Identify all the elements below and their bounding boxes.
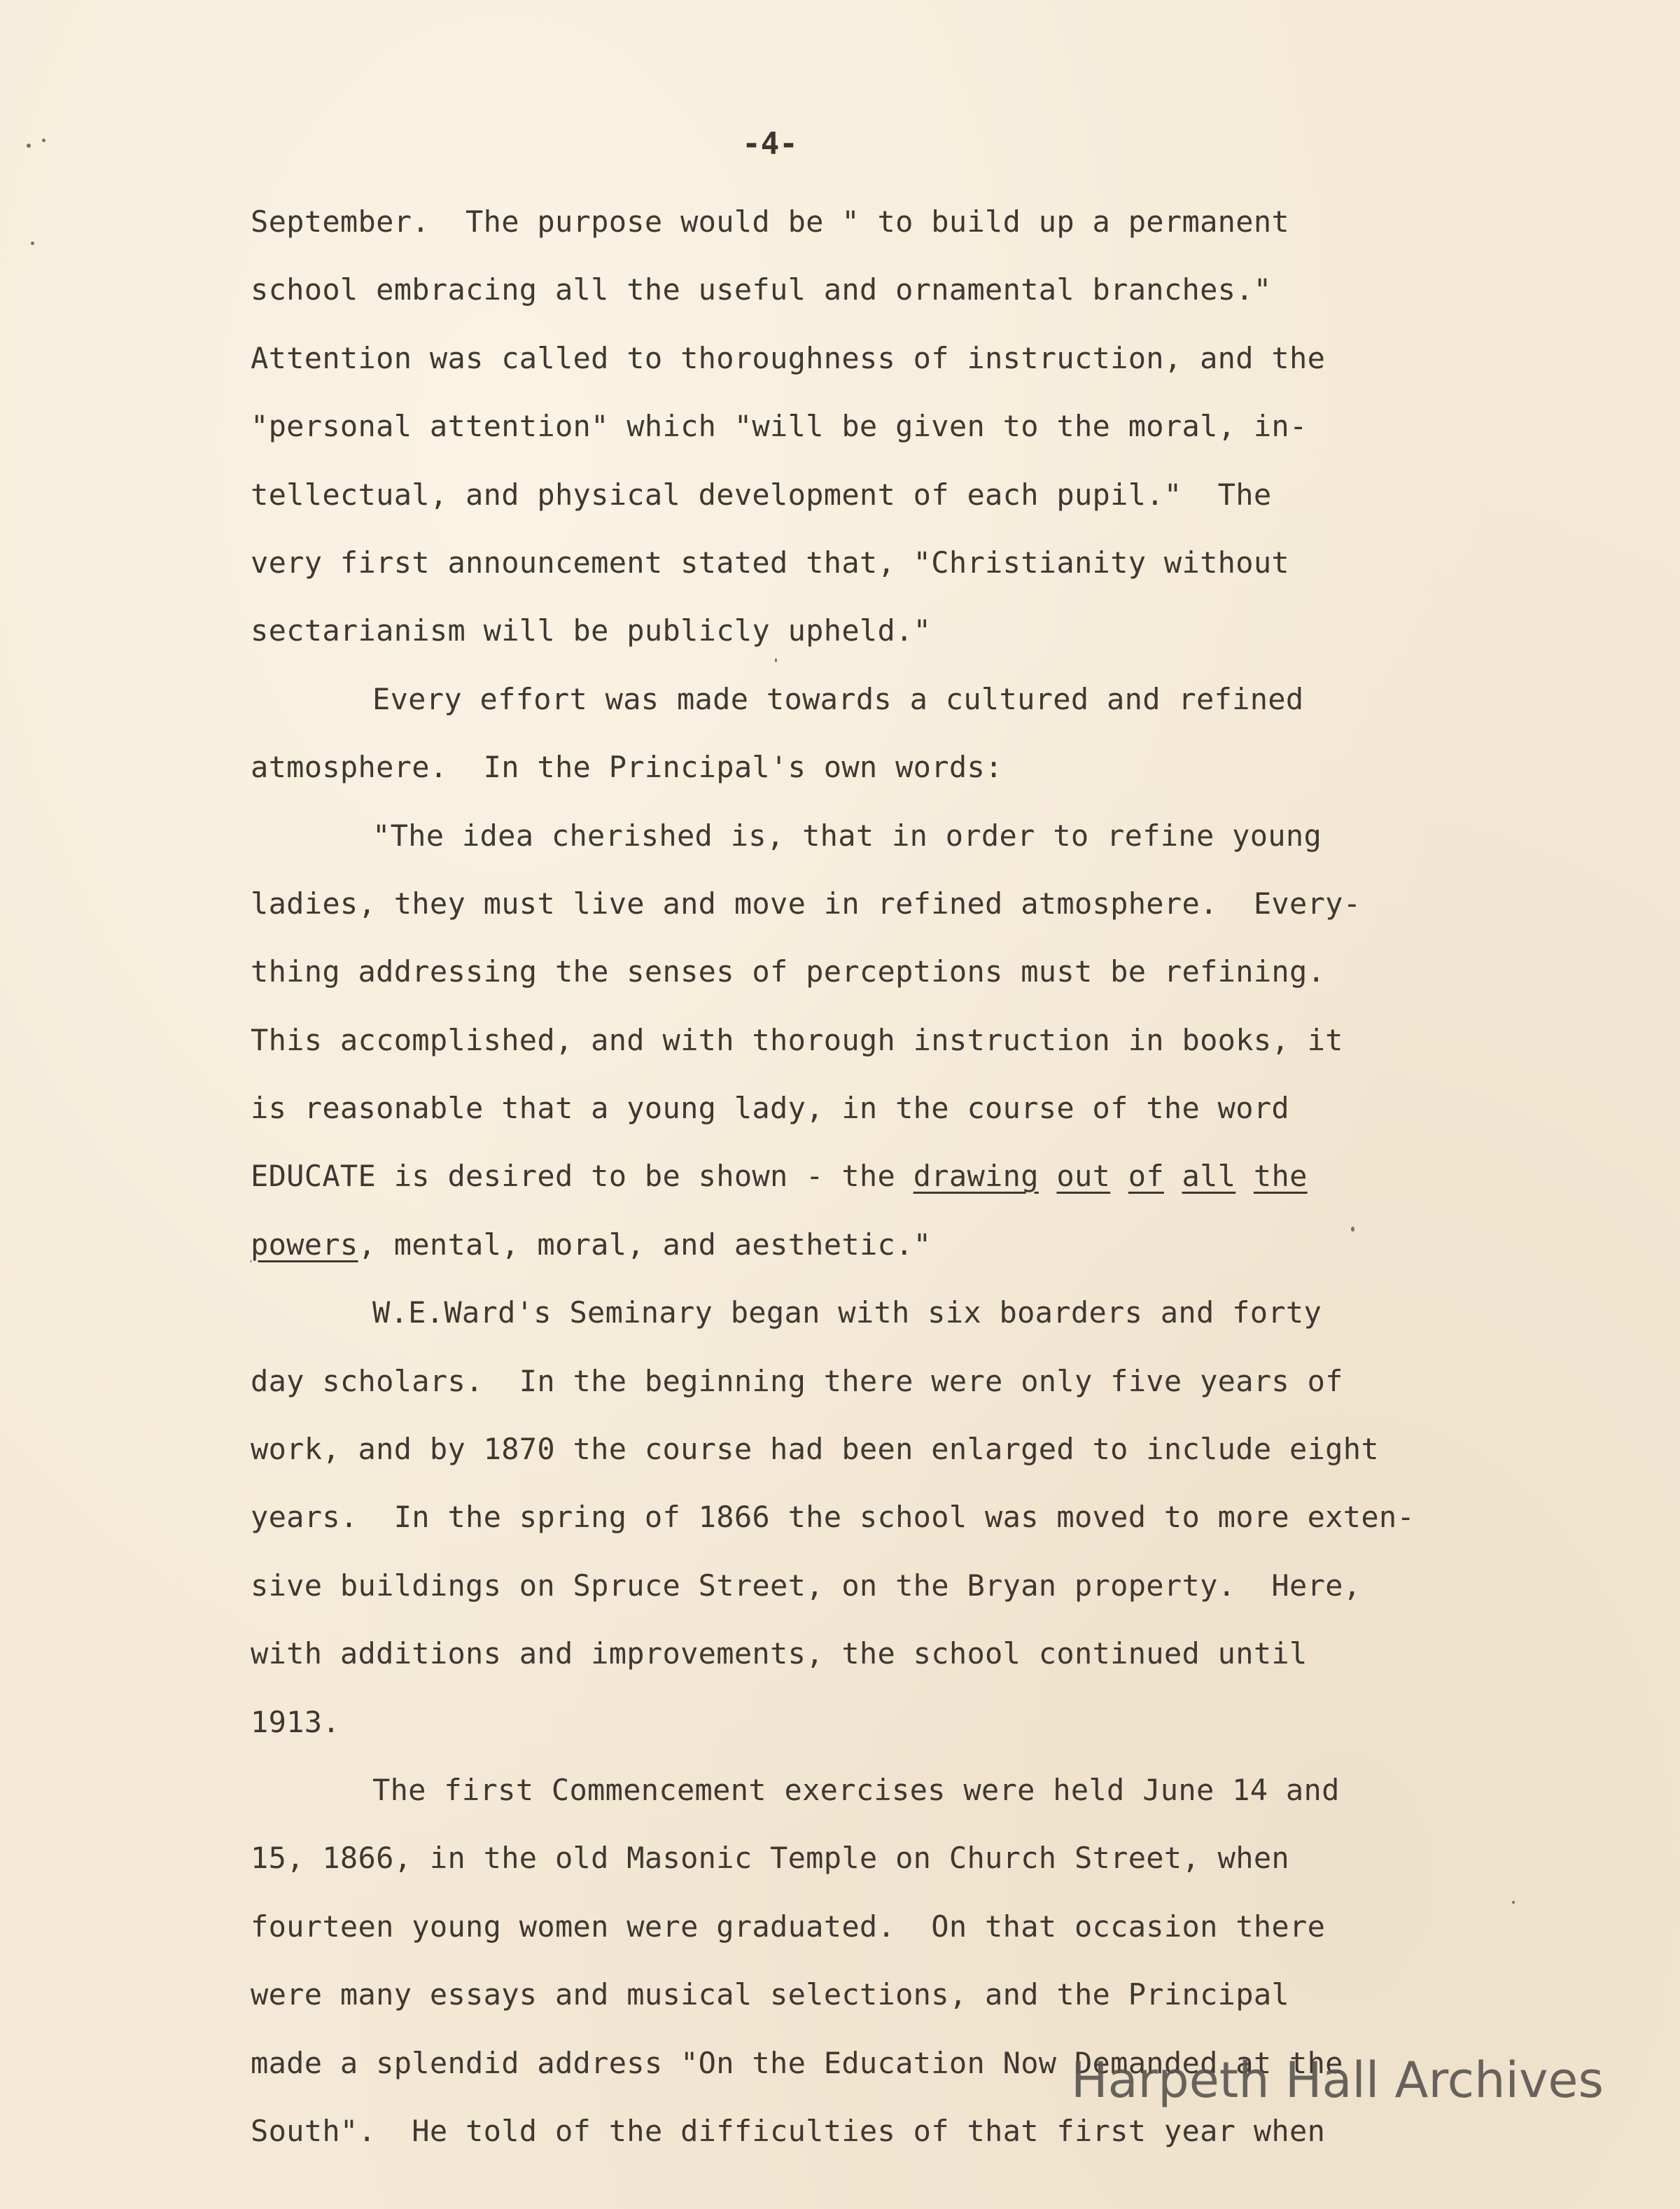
quote-line: is reasonable that a young lady, in the course of the word xyxy=(251,1091,1289,1126)
paper-speck xyxy=(27,144,31,148)
paper-speck xyxy=(1512,1901,1515,1904)
text-line: day scholars. In the beginning there were only five years of xyxy=(251,1363,1343,1398)
text-line: sive buildings on Spruce Street, on the Bryan property. Here, xyxy=(251,1568,1362,1603)
text-line: The first Commencement exercises were held June 14 and xyxy=(372,1772,1340,1807)
quote-line xyxy=(251,1142,1581,1210)
quote-line: ladies, they must live and move in refined atmosphere. Every- xyxy=(251,886,1362,921)
underlined-word: drawing xyxy=(913,1159,1039,1194)
paper-speck xyxy=(775,658,777,662)
text-line: very first announcement stated that, "Christianity without xyxy=(251,545,1289,580)
text-line: September. The purpose would be " to build up a permanent xyxy=(251,204,1289,239)
text-line: were many essays and musical selections, and the Principal xyxy=(251,1977,1289,2012)
text-line: years. In the spring of 1866 the school was moved to more exten- xyxy=(251,1500,1415,1535)
paper-speck xyxy=(42,139,46,142)
text-line: made a splendid address "On the Education Now Demanded at the xyxy=(251,2045,1343,2080)
text-line: W.E.Ward's Seminary began with six boarders and forty xyxy=(372,1295,1322,1330)
archive-watermark: Harpeth Hall Archives xyxy=(1071,2051,1604,2109)
text-line: "personal attention" which "will be given to the moral, in- xyxy=(251,409,1308,444)
quote-line: thing addressing the senses of perceptions must be refining. xyxy=(251,954,1326,989)
text-line: 1913. xyxy=(251,1704,340,1739)
quote-line xyxy=(251,1211,1581,1278)
quote-line: This accomplished, and with thorough instruction in books, it xyxy=(251,1022,1343,1057)
text-line: atmosphere. In the Principal's own words: xyxy=(251,750,1003,785)
paper-speck xyxy=(31,242,34,245)
line-text: , mental, moral, and aesthetic." xyxy=(358,1227,932,1262)
quote-line: "The idea cherished is, that in order to refine young xyxy=(372,818,1322,853)
underlined-word: powers xyxy=(251,1227,358,1262)
underlined-word: all xyxy=(1182,1159,1236,1194)
text-line: sectarianism will be publicly upheld." xyxy=(251,613,932,648)
text-line: school embracing all the useful and ornamental branches." xyxy=(251,272,1272,307)
text-line: South". He told of the difficulties of that first year when xyxy=(251,2113,1326,2148)
text-line: 15, 1866, in the old Masonic Temple on Church Street, when xyxy=(251,1841,1289,1876)
typed-text-body xyxy=(251,188,1581,2165)
page-number: -4- xyxy=(742,126,798,162)
underlined-word: of xyxy=(1128,1159,1164,1194)
text-line: fourteen young women were graduated. On that occasion there xyxy=(251,1909,1326,1944)
underlined-word: out xyxy=(1056,1159,1111,1194)
underlined-word: the xyxy=(1253,1159,1308,1194)
text-line: Attention was called to thoroughness of instruction, and the xyxy=(251,340,1326,375)
paper-speck xyxy=(1351,1227,1354,1232)
line-text: EDUCATE is desired to be shown - the xyxy=(251,1159,913,1194)
text-line: Every effort was made towards a cultured and refined xyxy=(372,681,1304,716)
text-line: work, and by 1870 the course had been enlarged to include eight xyxy=(251,1432,1379,1467)
text-line: tellectual, and physical development of each pupil." The xyxy=(251,477,1272,512)
text-line: with additions and improvements, the school continued until xyxy=(251,1636,1308,1671)
